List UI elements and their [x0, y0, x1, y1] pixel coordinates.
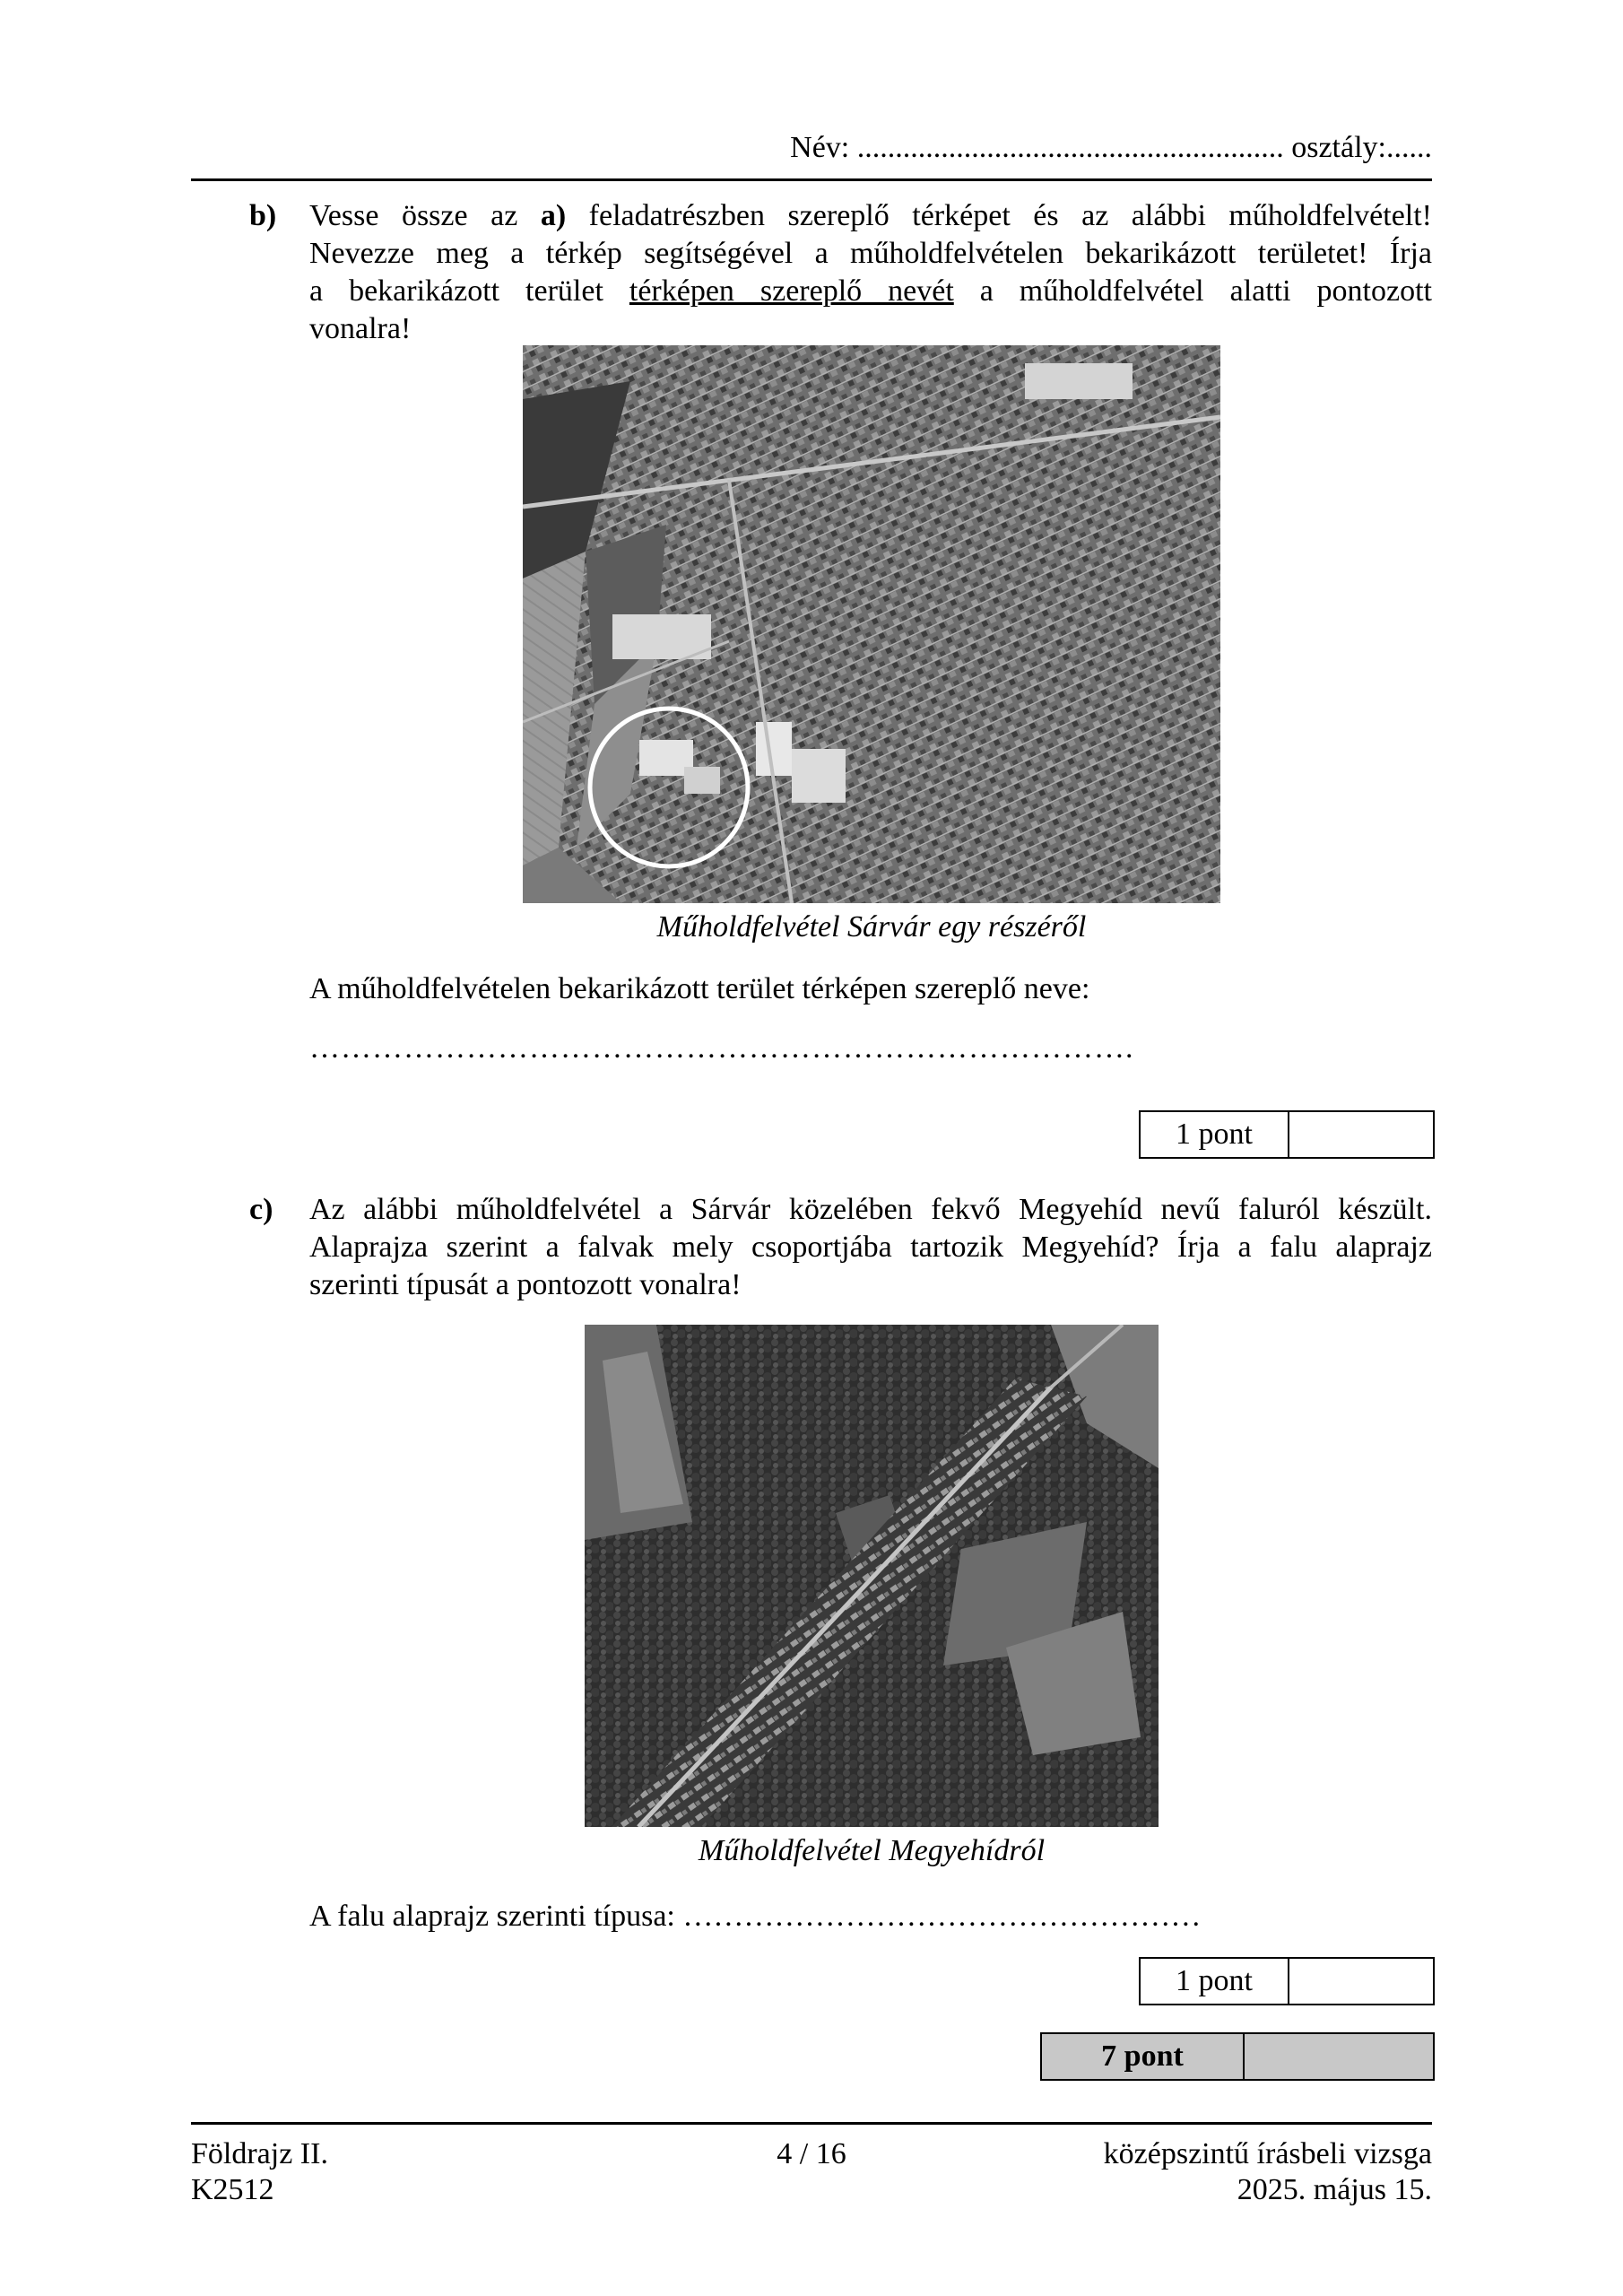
task-c-line-2: Alaprajza szerint a falvak mely csoportjába tartozik Megyehíd? Írja a falu alaprajz	[309, 1231, 1432, 1264]
task-b-line-4: vonalra!	[309, 312, 412, 345]
task-b-label: b)	[249, 199, 277, 232]
task-c-line-3: szerinti típusát a pontozott vonalra!	[309, 1268, 742, 1301]
task-c-line-1: Az alábbi műholdfelvétel a Sárvár közelében fekvő Megyehíd nevű faluról készült.	[309, 1193, 1432, 1226]
name-label: Név: ........................................................	[790, 131, 1284, 164]
satellite-image-megyehid	[585, 1325, 1159, 1827]
task-c-score-field[interactable]	[1289, 1958, 1434, 2005]
task-c-score-box	[1139, 1957, 1435, 2005]
total-score-field[interactable]	[1244, 2033, 1434, 2080]
footer-code: K2512	[191, 2173, 274, 2206]
header-rule	[191, 178, 1432, 181]
caption-megyehid: Műholdfelvétel Megyehídról	[698, 1834, 1046, 1867]
task-b-score-label: 1 pont	[1140, 1111, 1289, 1158]
task-b-score-field[interactable]	[1289, 1111, 1434, 1158]
task-c-answer-line[interactable]: ……………………………………………	[682, 1900, 1202, 1933]
task-c-text	[309, 1191, 1432, 1304]
task-c-label: c)	[249, 1193, 273, 1226]
megyehid-photo-graphic	[585, 1325, 1159, 1827]
satellite-image-sarvar	[523, 345, 1220, 903]
task-b-answer-prompt: A műholdfelvételen bekarikázott terület térképen szereplő neve:	[309, 972, 1090, 1005]
class-label: osztály:......	[1291, 131, 1432, 164]
task-b-line-2: Nevezze meg a térkép segítségével a műholdfelvételen bekarikázott területet! Írja	[309, 237, 1432, 270]
task-c-answer	[309, 1898, 1201, 1935]
footer-date: 2025. május 15.	[1237, 2173, 1432, 2206]
task-c-score-label: 1 pont	[1140, 1958, 1289, 2005]
task-b-line-1: Vesse össze az a) feladatrészben szereplő térképet és az alábbi műholdfelvételt!	[309, 199, 1432, 232]
task-b-score-box	[1139, 1110, 1435, 1159]
task-b-line-3: a bekarikázott terület térképen szereplő nevét a műholdfelvétel alatti pontozott	[309, 274, 1432, 308]
footer-subject: Földrajz II.	[191, 2137, 328, 2170]
footer-page-number: 4 / 16	[777, 2137, 846, 2170]
task-b-text	[309, 197, 1432, 348]
total-score-label: 7 pont	[1041, 2033, 1244, 2080]
footer-right	[1104, 2136, 1432, 2208]
task-b-answer-line[interactable]: …………………………………………………………………….	[309, 1031, 1134, 1065]
total-score-box	[1040, 2032, 1435, 2081]
sarvar-photo-graphic	[523, 345, 1220, 903]
footer-rule	[191, 2122, 1432, 2125]
caption-sarvar: Műholdfelvétel Sárvár egy részéről	[656, 910, 1087, 944]
header-name-class	[790, 129, 1432, 167]
footer-exam: középszintű írásbeli vizsga	[1103, 2137, 1432, 2170]
footer-left	[191, 2136, 328, 2208]
task-c-answer-prompt: A falu alaprajz szerinti típusa:	[309, 1900, 683, 1933]
